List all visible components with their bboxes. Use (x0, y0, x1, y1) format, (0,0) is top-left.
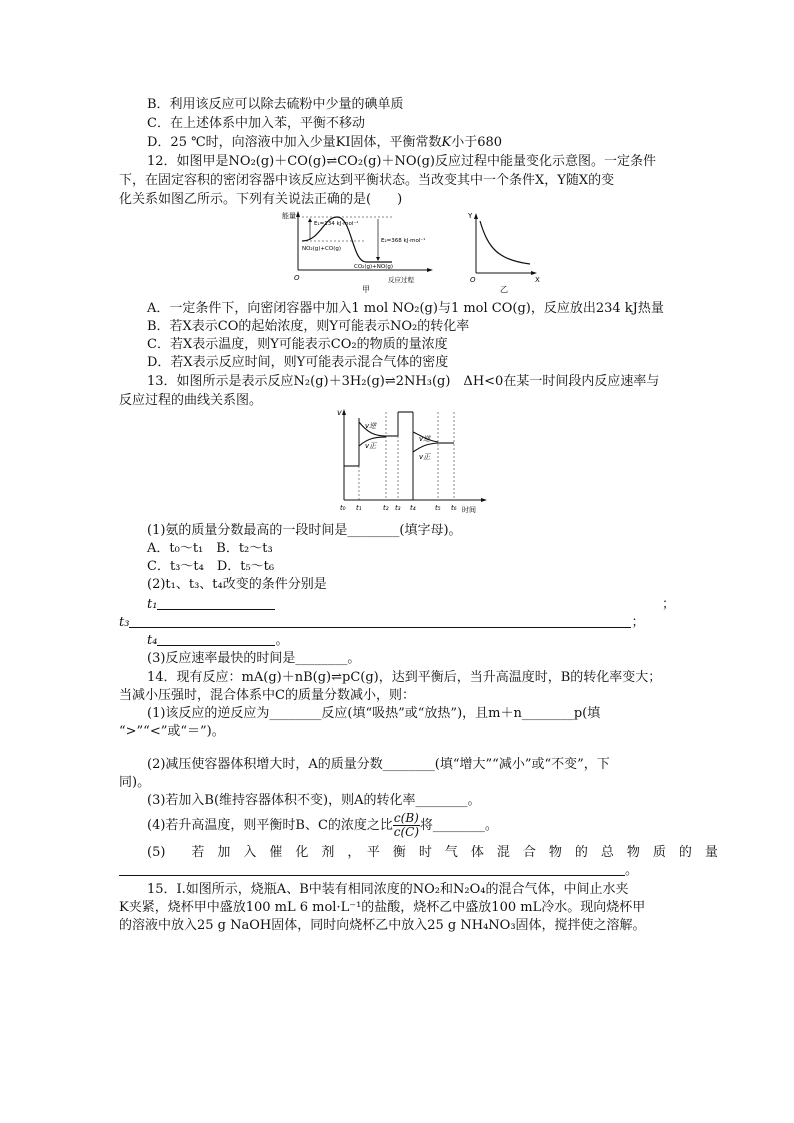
q12-option-b: B．若X表示CO的起始浓度，则Y可能表示NO₂的转化率 (147, 319, 470, 334)
q14-stem-line1: 14．现有反应：mA(g)＋nB(g)⇌pC(g)，达到平衡后，当升高温度时，B的转化率变大； (147, 670, 662, 685)
rate-tick-t1: t₁ (356, 504, 362, 512)
jia-origin: O (294, 274, 300, 282)
rate-v-rev-curve-2 (413, 443, 438, 452)
yi-origin: O (470, 276, 476, 284)
q12-figure-jia (280, 208, 456, 294)
q12-option-a: A．一定条件下，向密闭容器中加入1 mol NO₂(g)与1 mol CO(g)，反应放出234 kJ热量 (147, 301, 664, 316)
jia-reactants-label: NO₂(g)+CO(g) (302, 246, 341, 252)
yi-x-arrow (531, 271, 537, 275)
q11-option-c: C．在上述体系中加入苯，平衡不移动 (147, 116, 365, 131)
jia-caption: 甲 (362, 285, 370, 294)
rate-label-v-fwd-2: v逆 (419, 435, 431, 443)
rate-tick-t4: t₄ (410, 504, 416, 512)
q13-part1-options-cd: C．t₃～t₄ D．t₅～t₆ (147, 559, 275, 574)
rate-x-label: 时间 (462, 506, 476, 514)
q12-option-c: C．若X表示温度，则Y可能表示CO₂的物质的量浓度 (147, 337, 448, 352)
q13-part3: (3)反应速率最快的时间是________。 (147, 651, 361, 666)
rate-tick-t6: t₆ (451, 504, 457, 512)
q14-part4: (4)若升高温度，则平衡时B、C的浓度之比 $\frac{c(B)}{c(C)}$ 将________。 (147, 811, 498, 839)
yi-y-arrow (474, 213, 478, 219)
jia-e1-label: E₁=134 kJ·mol⁻¹ (314, 221, 359, 227)
q15-stem-line2: K夹紧，烧杯甲中盛放100 mL 6 mol·L⁻¹的盐酸，烧杯乙中盛放100 mL冷水。现向烧杯甲 (119, 900, 646, 915)
rate-label-v-fwd-1: v正 (365, 442, 377, 450)
jia-products-label: CO₂(g)+NO(g) (354, 264, 393, 270)
q13-rate-figure (334, 406, 494, 516)
q13-t3-answer-line: t₃ ； (119, 615, 645, 630)
q12-figure-yi (464, 208, 544, 294)
q14-part5-answer-line: 。 (119, 862, 638, 879)
q14-ratio-fraction: $\frac{c(B)}{c(C)}$ (393, 811, 419, 839)
q12-stem-line1: 12．如图甲是NO₂(g)＋CO(g)⇌CO₂(g)＋NO(g)反应过程中能量变化示意图。一定条件 (147, 154, 656, 169)
q12-stem-line2: 下，在固定容积的密闭容器中该反应达到平衡状态。当改变其中一个条件X，Y随X的变 (119, 173, 615, 188)
rate-y-label: v (337, 408, 342, 417)
rate-label-v-rev-2: v正 (419, 453, 431, 461)
q14-part2-line2: 同)。 (119, 775, 151, 790)
rate-tick-t3: t₃ (395, 504, 401, 512)
q13-stem-line2: 反应过程的曲线关系图。 (119, 393, 263, 408)
q13-part1-options-ab: A．t₀～t₁ B．t₂～t₃ (147, 541, 273, 556)
rate-label-v-rev-1: v逆 (365, 422, 377, 430)
q11-option-d: D．25 ℃时，向溶液中加入少量KI固体，平衡常数K小于680 (147, 135, 503, 150)
q15-stem-line1: 15．Ⅰ.如图所示，烧瓶A、B中装有相同浓度的NO₂和N₂O₄的混合气体，中间止水夹 (147, 882, 629, 897)
rate-tick-t0: t₀ (340, 504, 346, 512)
q15-stem-line3: 的溶液中放入25 g NaOH固体，同时向烧杯乙中放入25 g NH₄NO₃固体，搅拌使之溶解。 (119, 918, 646, 933)
rate-x-arrow (481, 498, 487, 502)
q14-part3: (3)若加入B(维持容器体积不变)，则A的转化率________。 (147, 793, 481, 808)
q13-stem-line1: 13．如图所示是表示反应N₂(g)＋3H₂(g)⇌2NH₃(g) ΔH<0在某一时间段内反应速率与 (147, 374, 660, 389)
q11-option-b: B．利用该反应可以除去硫粉中少量的碘单质 (147, 97, 404, 112)
q13-part2: (2)t₁、t₃、t₄改变的条件分别是 (147, 577, 327, 592)
q14-part2-line1: (2)减压使容器体积增大时，A的质量分数________(填“增大”“减小”或“不变”，下 (147, 757, 610, 772)
q13-t1-semicolon: ； (662, 597, 676, 612)
jia-x-label: 反应过程 (388, 276, 414, 284)
yi-x-label: X (535, 276, 540, 284)
q12-option-d: D．若X表示反应时间，则Y可能表示混合气体的密度 (147, 355, 449, 370)
yi-curve (480, 221, 530, 264)
q12-stem-line3: 化关系如图乙所示。下列有关说法正确的是( ) (119, 192, 403, 207)
jia-e1-arrowhead (308, 218, 312, 222)
q13-t4-answer-line: t₄ 。 (147, 633, 289, 648)
yi-y-label: Y (468, 212, 473, 220)
jia-y-label: 能量 (282, 212, 296, 220)
q14-part1-line2: “>”“<”或“＝”)。 (119, 724, 225, 739)
q13-part1: (1)氨的质量分数最高的一段时间是________(填字母)。 (147, 523, 462, 538)
jia-y-arrow (296, 211, 300, 217)
rate-tick-t5: t₅ (435, 504, 441, 512)
jia-x-arrow (427, 268, 433, 272)
rate-y-arrow (342, 409, 346, 415)
q14-part5: (5) 若 加 入 催 化 剂 ， 平 衡 时 气 体 混 合 物 的 总 物 质 的 量 (147, 845, 718, 860)
jia-e2-arrowhead (376, 257, 380, 261)
jia-e2-label: E₂=368 kJ·mol⁻¹ (381, 238, 426, 244)
q14-part1-line1: (1)该反应的逆反应为________反应(填“吸热”或“放热”)，且m＋n________p(填 (147, 706, 601, 721)
q13-t1-answer-line: t₁ (147, 596, 275, 613)
rate-tick-t2: t₂ (383, 504, 389, 512)
q14-stem-line2: 当减小压强时，混合体系中C的质量分数减小，则： (119, 688, 415, 703)
yi-caption: 乙 (500, 285, 508, 294)
